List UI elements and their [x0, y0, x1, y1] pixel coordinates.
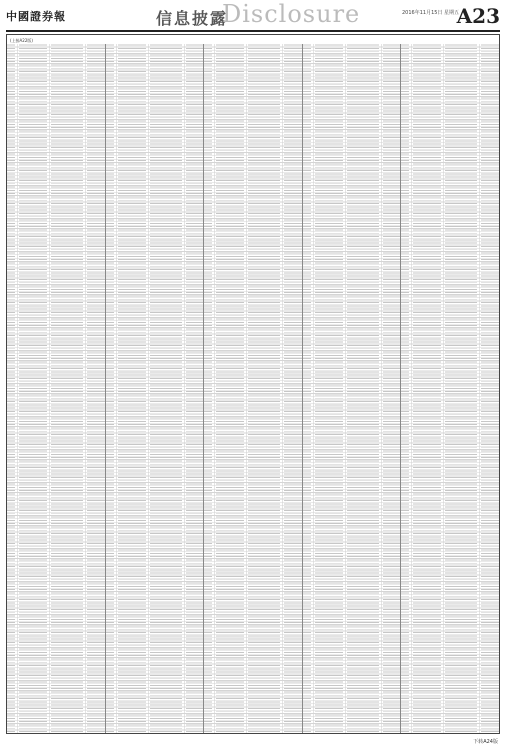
table-columns	[7, 44, 499, 733]
section-title-chinese: 信息披露	[156, 9, 229, 28]
newspaper-logo: 中國證券報	[6, 10, 66, 23]
table-column-1	[7, 44, 106, 733]
disclosure-table	[6, 34, 500, 734]
header-rule	[6, 30, 500, 32]
table-column-3	[204, 44, 303, 733]
section-title-english: Disclosure	[222, 0, 361, 28]
masthead	[6, 0, 500, 30]
table-column-2	[106, 44, 205, 733]
table-column-4	[303, 44, 402, 733]
issue-date: 2016年11月15日 星期五	[402, 10, 460, 16]
table-column-5	[401, 44, 499, 733]
continued-footer: 下转A24版	[473, 739, 498, 745]
continued-label: (上接A22版)	[10, 38, 33, 43]
page-number: A23	[456, 4, 500, 28]
